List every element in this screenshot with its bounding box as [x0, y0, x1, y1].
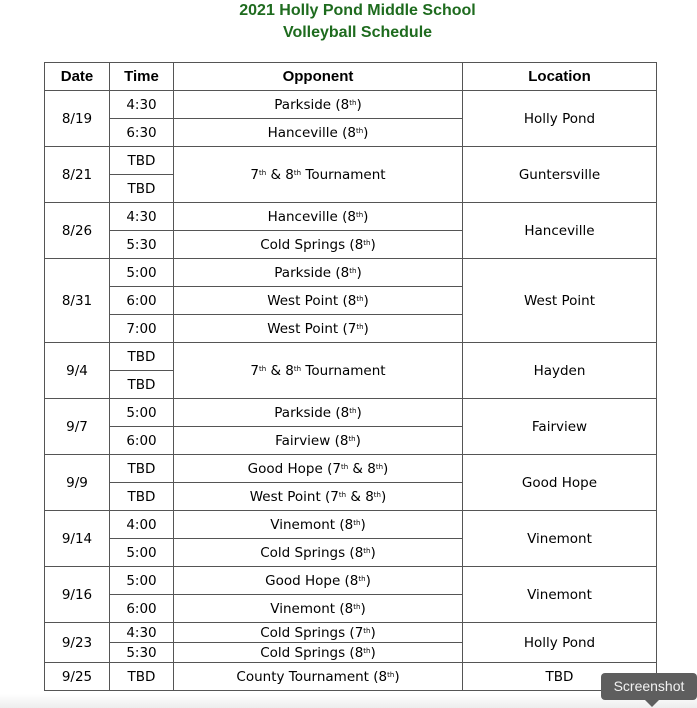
schedule-row: [45, 567, 657, 595]
header-date: Date: [45, 63, 110, 91]
time-cell: 4:30: [110, 623, 174, 643]
time-cell: 6:30: [110, 119, 174, 147]
opponent-cell: Good Hope (8th): [174, 567, 463, 595]
opponent-cell: Hanceville (8th): [174, 203, 463, 231]
time-cell: 6:00: [110, 427, 174, 455]
header-location: Location: [463, 63, 657, 91]
location-cell: TBD: [463, 663, 657, 691]
location-cell: Holly Pond: [463, 91, 657, 147]
schedule-row: [45, 399, 657, 427]
opponent-cell: Cold Springs (8th): [174, 539, 463, 567]
time-cell: 5:30: [110, 643, 174, 663]
location-cell: West Point: [463, 259, 657, 343]
opponent-cell: Hanceville (8th): [174, 119, 463, 147]
opponent-cell: Cold Springs (8th): [174, 231, 463, 259]
opponent-cell: West Point (7th & 8th): [174, 483, 463, 511]
opponent-cell: Parkside (8th): [174, 399, 463, 427]
time-cell: 5:30: [110, 231, 174, 259]
time-cell: TBD: [110, 147, 174, 175]
opponent-cell: County Tournament (8th): [174, 663, 463, 691]
opponent-cell: Parkside (8th): [174, 91, 463, 119]
time-cell: 4:30: [110, 203, 174, 231]
time-cell: 6:00: [110, 595, 174, 623]
date-cell: 8/19: [45, 91, 110, 147]
time-cell: TBD: [110, 371, 174, 399]
time-cell: TBD: [110, 343, 174, 371]
date-cell: 9/14: [45, 511, 110, 567]
time-cell: 6:00: [110, 287, 174, 315]
date-cell: 8/26: [45, 203, 110, 259]
time-cell: TBD: [110, 175, 174, 203]
schedule-body: [45, 91, 657, 691]
location-cell: Hayden: [463, 343, 657, 399]
time-cell: 4:00: [110, 511, 174, 539]
schedule-subtitle: Volleyball Schedule: [282, 24, 433, 41]
time-cell: 5:00: [110, 567, 174, 595]
header-opponent: Opponent: [174, 63, 463, 91]
time-cell: TBD: [110, 483, 174, 511]
time-cell: 7:00: [110, 315, 174, 343]
date-cell: 9/16: [45, 567, 110, 623]
date-cell: 9/25: [45, 663, 110, 691]
date-cell: 8/21: [45, 147, 110, 203]
opponent-cell: 7th & 8th Tournament: [174, 343, 463, 399]
screenshot-button[interactable]: Screenshot: [601, 673, 697, 700]
location-cell: Vinemont: [463, 567, 657, 623]
time-cell: TBD: [110, 663, 174, 691]
location-cell: Fairview: [463, 399, 657, 455]
opponent-cell: Fairview (8th): [174, 427, 463, 455]
opponent-cell: 7th & 8th Tournament: [174, 147, 463, 203]
time-cell: 5:00: [110, 399, 174, 427]
opponent-cell: Cold Springs (8th): [174, 643, 463, 663]
time-cell: 5:00: [110, 539, 174, 567]
location-cell: Vinemont: [463, 511, 657, 567]
schedule-row: [45, 455, 657, 483]
schedule-row: [45, 663, 657, 691]
date-cell: 9/7: [45, 399, 110, 455]
schedule-title: 2021 Holly Pond Middle School: [239, 2, 476, 19]
schedule-row: [45, 147, 657, 175]
time-cell: 5:00: [110, 259, 174, 287]
schedule-row: [45, 511, 657, 539]
opponent-cell: Cold Springs (7th): [174, 623, 463, 643]
opponent-cell: West Point (8th): [174, 287, 463, 315]
date-cell: 8/31: [45, 259, 110, 343]
header-row: [45, 63, 657, 91]
opponent-cell: West Point (7th): [174, 315, 463, 343]
schedule-row: [45, 203, 657, 231]
date-cell: 9/23: [45, 623, 110, 663]
schedule-row: [45, 343, 657, 371]
date-cell: 9/4: [45, 343, 110, 399]
window-bottom-edge: [0, 694, 697, 708]
schedule-row: [45, 91, 657, 119]
header-time: Time: [110, 63, 174, 91]
schedule-row: [45, 259, 657, 287]
location-cell: Hanceville: [463, 203, 657, 259]
time-cell: 4:30: [110, 91, 174, 119]
opponent-cell: Parkside (8th): [174, 259, 463, 287]
time-cell: TBD: [110, 455, 174, 483]
location-cell: Guntersville: [463, 147, 657, 203]
schedule-row: [45, 623, 657, 643]
date-cell: 9/9: [45, 455, 110, 511]
location-cell: Good Hope: [463, 455, 657, 511]
location-cell: Holly Pond: [463, 623, 657, 663]
opponent-cell: Good Hope (7th & 8th): [174, 455, 463, 483]
opponent-cell: Vinemont (8th): [174, 511, 463, 539]
opponent-cell: Vinemont (8th): [174, 595, 463, 623]
schedule-table: [44, 62, 657, 691]
